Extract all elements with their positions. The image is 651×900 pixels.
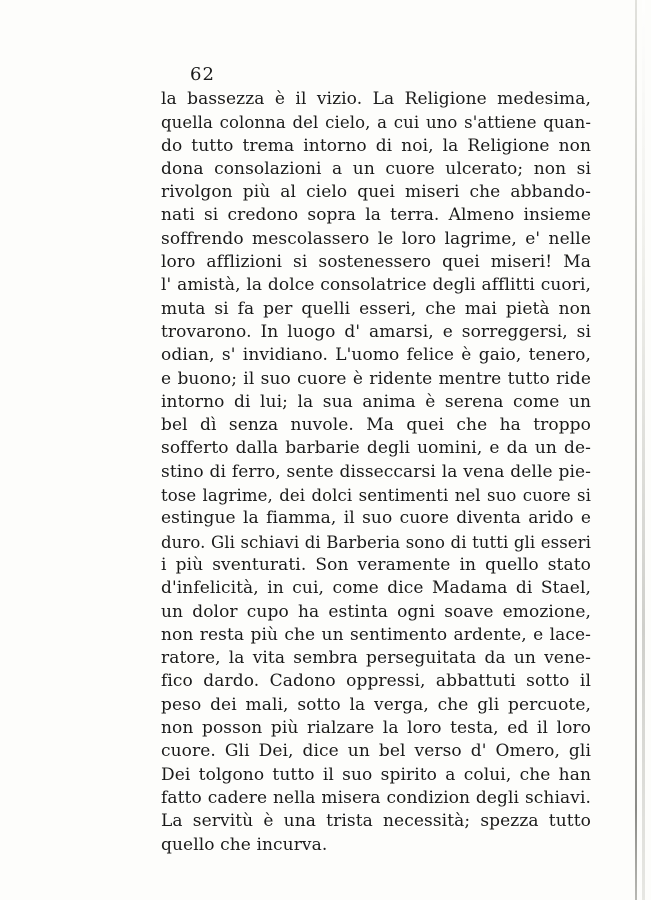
text-line: sofferto dalla barbarie degli uomini, e da un de-	[161, 438, 591, 459]
text-line: cuore. Gli Dei, dice un bel verso d' Omero, gli	[161, 741, 591, 762]
text-line: estingue la fiamma, il suo cuore diventa arido e	[161, 508, 591, 529]
text-line: soffrendo mescolassero le loro lagrime, e' nelle	[161, 228, 591, 249]
text-line: do tutto trema intorno di noi, la Religione non	[161, 135, 591, 156]
text-line: ratore, la vita sembra perseguitata da un vene-	[161, 648, 591, 669]
text-line: duro. Gli schiavi di Barberia sono di tutti gli esseri	[161, 532, 591, 552]
page-number: 62	[190, 64, 215, 85]
text-line: loro afflizioni si sostenessero quei miseri! Ma	[161, 252, 591, 273]
text-line: quella colonna del cielo, a cui uno s'attiene quan-	[161, 113, 591, 133]
text-line: muta si fa per quelli esseri, che mai pietà non	[161, 298, 591, 319]
page-edge-shadow	[635, 0, 637, 900]
text-line: nati si credono sopra la terra. Almeno insieme	[161, 205, 591, 226]
text-line: trovarono. In luogo d' amarsi, e sorreggersi, si	[161, 321, 591, 342]
text-line: rivolgon più al cielo quei miseri che abbando-	[161, 182, 591, 203]
text-line: odian, s' invidiano. L'uomo felice è gaio, tenero,	[161, 345, 591, 366]
text-line: l' amistà, la dolce consolatrice degli afflitti cuori,	[161, 275, 591, 296]
text-line: non resta più che un sentimento ardente, e lace-	[161, 624, 591, 645]
text-line: dona consolazioni a un cuore ulcerato; non si	[161, 158, 591, 179]
text-line: fatto cadere nella misera condizion degli schiavi.	[161, 787, 591, 808]
text-line: fico dardo. Cadono oppressi, abbattuti sotto il	[161, 671, 591, 692]
text-line: stino di ferro, sente disseccarsi la vena delle pie-	[161, 461, 591, 482]
text-line: e buono; il suo cuore è ridente mentre tutto ride	[161, 368, 591, 389]
body-text	[161, 88, 591, 857]
text-line: La servitù è una trista necessità; spezza tutto	[161, 811, 591, 832]
text-line: Dei tolgono tutto il suo spirito a colui, che han	[161, 764, 591, 785]
text-line: quello che incurva.	[161, 834, 328, 855]
text-line: un dolor cupo ha estinta ogni soave emozione,	[161, 601, 591, 622]
text-line: i più sventurati. Son veramente in quello stato	[161, 554, 591, 575]
text-line: tose lagrime, dei dolci sentimenti nel suo cuore si	[161, 486, 591, 506]
text-line: peso dei mali, sotto la verga, che gli percuote,	[161, 694, 591, 715]
text-line: bel dì senza nuvole. Ma quei che ha troppo	[161, 415, 591, 436]
text-line: d'infelicità, in cui, come dice Madama di Stael,	[161, 578, 591, 599]
text-line: la bassezza è il vizio. La Religione medesima,	[161, 89, 591, 109]
text-line: non posson più rialzare la loro testa, ed il loro	[161, 718, 591, 739]
page-edge-highlight	[642, 0, 645, 900]
text-line: intorno di lui; la sua anima è serena come un	[161, 391, 591, 412]
